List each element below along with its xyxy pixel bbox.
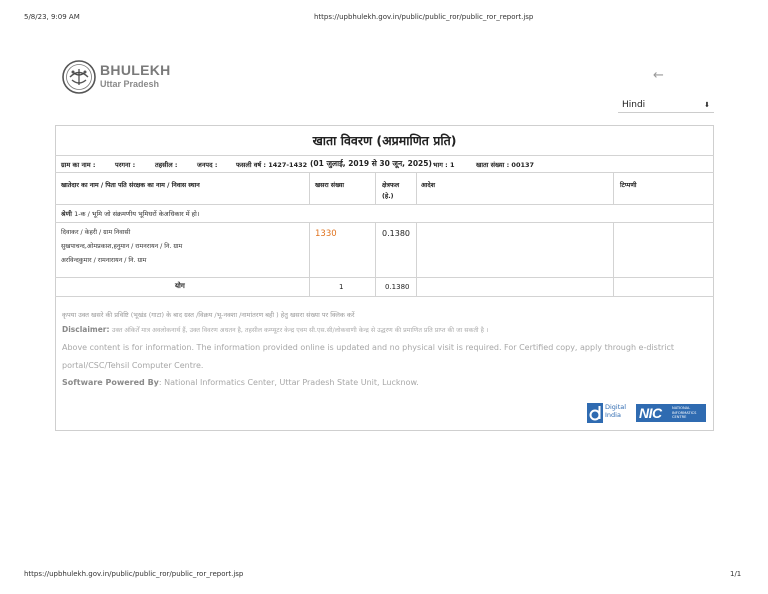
total-area: 0.1380 <box>385 283 410 291</box>
info-line-2: portal/CSC/Tehsil Computer Centre. <box>62 361 204 370</box>
owner-name: दिवाकर / केहरी / ग्राम निवासी <box>61 229 131 236</box>
powered-by <box>62 378 419 387</box>
language-select[interactable] <box>618 97 714 113</box>
meta-village: ग्राम का नाम : <box>61 161 96 169</box>
disclaimer-label: Disclaimer: <box>62 325 110 334</box>
divider <box>55 296 714 297</box>
disclaimer <box>62 325 488 334</box>
divider <box>416 172 417 204</box>
divider <box>416 222 417 296</box>
meta-district: जनपद : <box>197 161 218 169</box>
owner-name: सुखपाचन्द,ओमप्रकाश,हनुमान / रामनरायन / नि. ग्राम <box>61 243 183 250</box>
owner-name: अरविन्दकुमार / रामनारायन / नि. ग्राम <box>61 257 147 264</box>
divider <box>55 155 714 156</box>
col-remarks: टिप्पणी <box>620 182 637 189</box>
khasra-number-link[interactable]: 1330 <box>315 229 337 239</box>
nic-full-text: INFORMATICS <box>672 410 697 415</box>
brand-title: BHULEKH <box>100 62 171 78</box>
divider <box>55 172 714 173</box>
divider <box>55 222 714 223</box>
digital-india-logo <box>587 403 627 423</box>
total-count: 1 <box>339 283 344 291</box>
divider <box>55 204 714 205</box>
col-order: आदेश <box>421 182 436 189</box>
click-instruction: कृपया उक्त खसरे की प्रविष्टि (भूखंड (गाटा) के बाद ग्रस्त /विक्रय /भू-नक्शा /नामांतरण बही ) हेतु खसरा संख्या पर क्लिक करें <box>62 311 355 319</box>
divider <box>613 172 614 204</box>
meta-khata-no: खाता संख्या : 00137 <box>476 161 535 169</box>
category-text: 1-क / भूमि जो संक्रमणीय भूमिधरों केअधिकार में हो। <box>74 210 200 218</box>
divider <box>55 277 714 278</box>
col-khasra: खसरा संख्या <box>315 182 345 189</box>
divider <box>309 222 310 296</box>
divider <box>309 172 310 204</box>
meta-pargana: परगना : <box>115 161 136 169</box>
area-value: 0.1380 <box>382 229 410 238</box>
report-title: खाता विवरण (अप्रमाणित प्रति) <box>312 133 457 148</box>
print-page-number: 1/1 <box>730 570 742 578</box>
powered-text: : National Informatics Center, Uttar Pradesh State Unit, Lucknow. <box>158 378 419 387</box>
owner-list <box>61 226 182 268</box>
print-url: https://upbhulekh.gov.in/public/public_ror/public_ror_report.jsp <box>314 13 534 21</box>
total-label: योग <box>175 282 185 290</box>
arrow-left-icon[interactable]: ← <box>653 68 664 83</box>
meta-fasli: फसली वर्ष : 1427-1432 <box>236 161 308 169</box>
up-emblem-logo <box>62 60 96 94</box>
meta-fasli-range: (01 जुलाई, 2019 से 30 जून, 2025) <box>310 159 432 168</box>
language-selected: Hindi <box>622 99 646 110</box>
col-area-unit: (हे.) <box>382 193 394 200</box>
divider <box>375 172 376 204</box>
nic-logo-text: NIC <box>639 405 662 421</box>
category-label: श्रेणी <box>61 210 72 218</box>
divider <box>375 222 376 296</box>
digital-india-text: Digital <box>605 403 627 411</box>
nic-logo <box>636 404 706 422</box>
category-row <box>61 209 199 218</box>
meta-tehsil: तहसील : <box>155 161 178 169</box>
brand-subtitle: Uttar Pradesh <box>100 79 160 89</box>
powered-label: Software Powered By <box>62 378 159 387</box>
print-footer-url: https://upbhulekh.gov.in/public/public_ror/public_ror_report.jsp <box>24 570 244 578</box>
nic-full-text: CENTRE <box>672 415 687 420</box>
meta-bhag: भाग : 1 <box>433 161 455 169</box>
col-area: क्षेत्रफल <box>382 182 400 189</box>
disclaimer-text: उक्त अंकितेँ मात्र अवलोकनार्थ हैं, उक्त विवरण अधतन है, तहसील कम्प्यूटर केन्द्र एवम सी.एस.सी/लोकवाणी केन्द्र से उद्धरण की प्रमाणित प्रति प्राप्त की जा सकती है । <box>111 327 489 334</box>
divider <box>613 222 614 296</box>
digital-india-text: India <box>605 411 621 419</box>
nic-full-text: NATIONAL <box>672 406 691 410</box>
info-line-1: Above content is for information. The information provided online is updated and no physical visit is required. For Certified copy, apply through e-district <box>62 343 675 352</box>
print-datetime: 5/8/23, 9:09 AM <box>24 13 80 21</box>
col-owner: खातेदार का नाम / पिता पति संरक्षक का नाम / निवास स्थान <box>61 182 200 189</box>
chevron-down-icon: ⬇︎ <box>704 100 710 109</box>
